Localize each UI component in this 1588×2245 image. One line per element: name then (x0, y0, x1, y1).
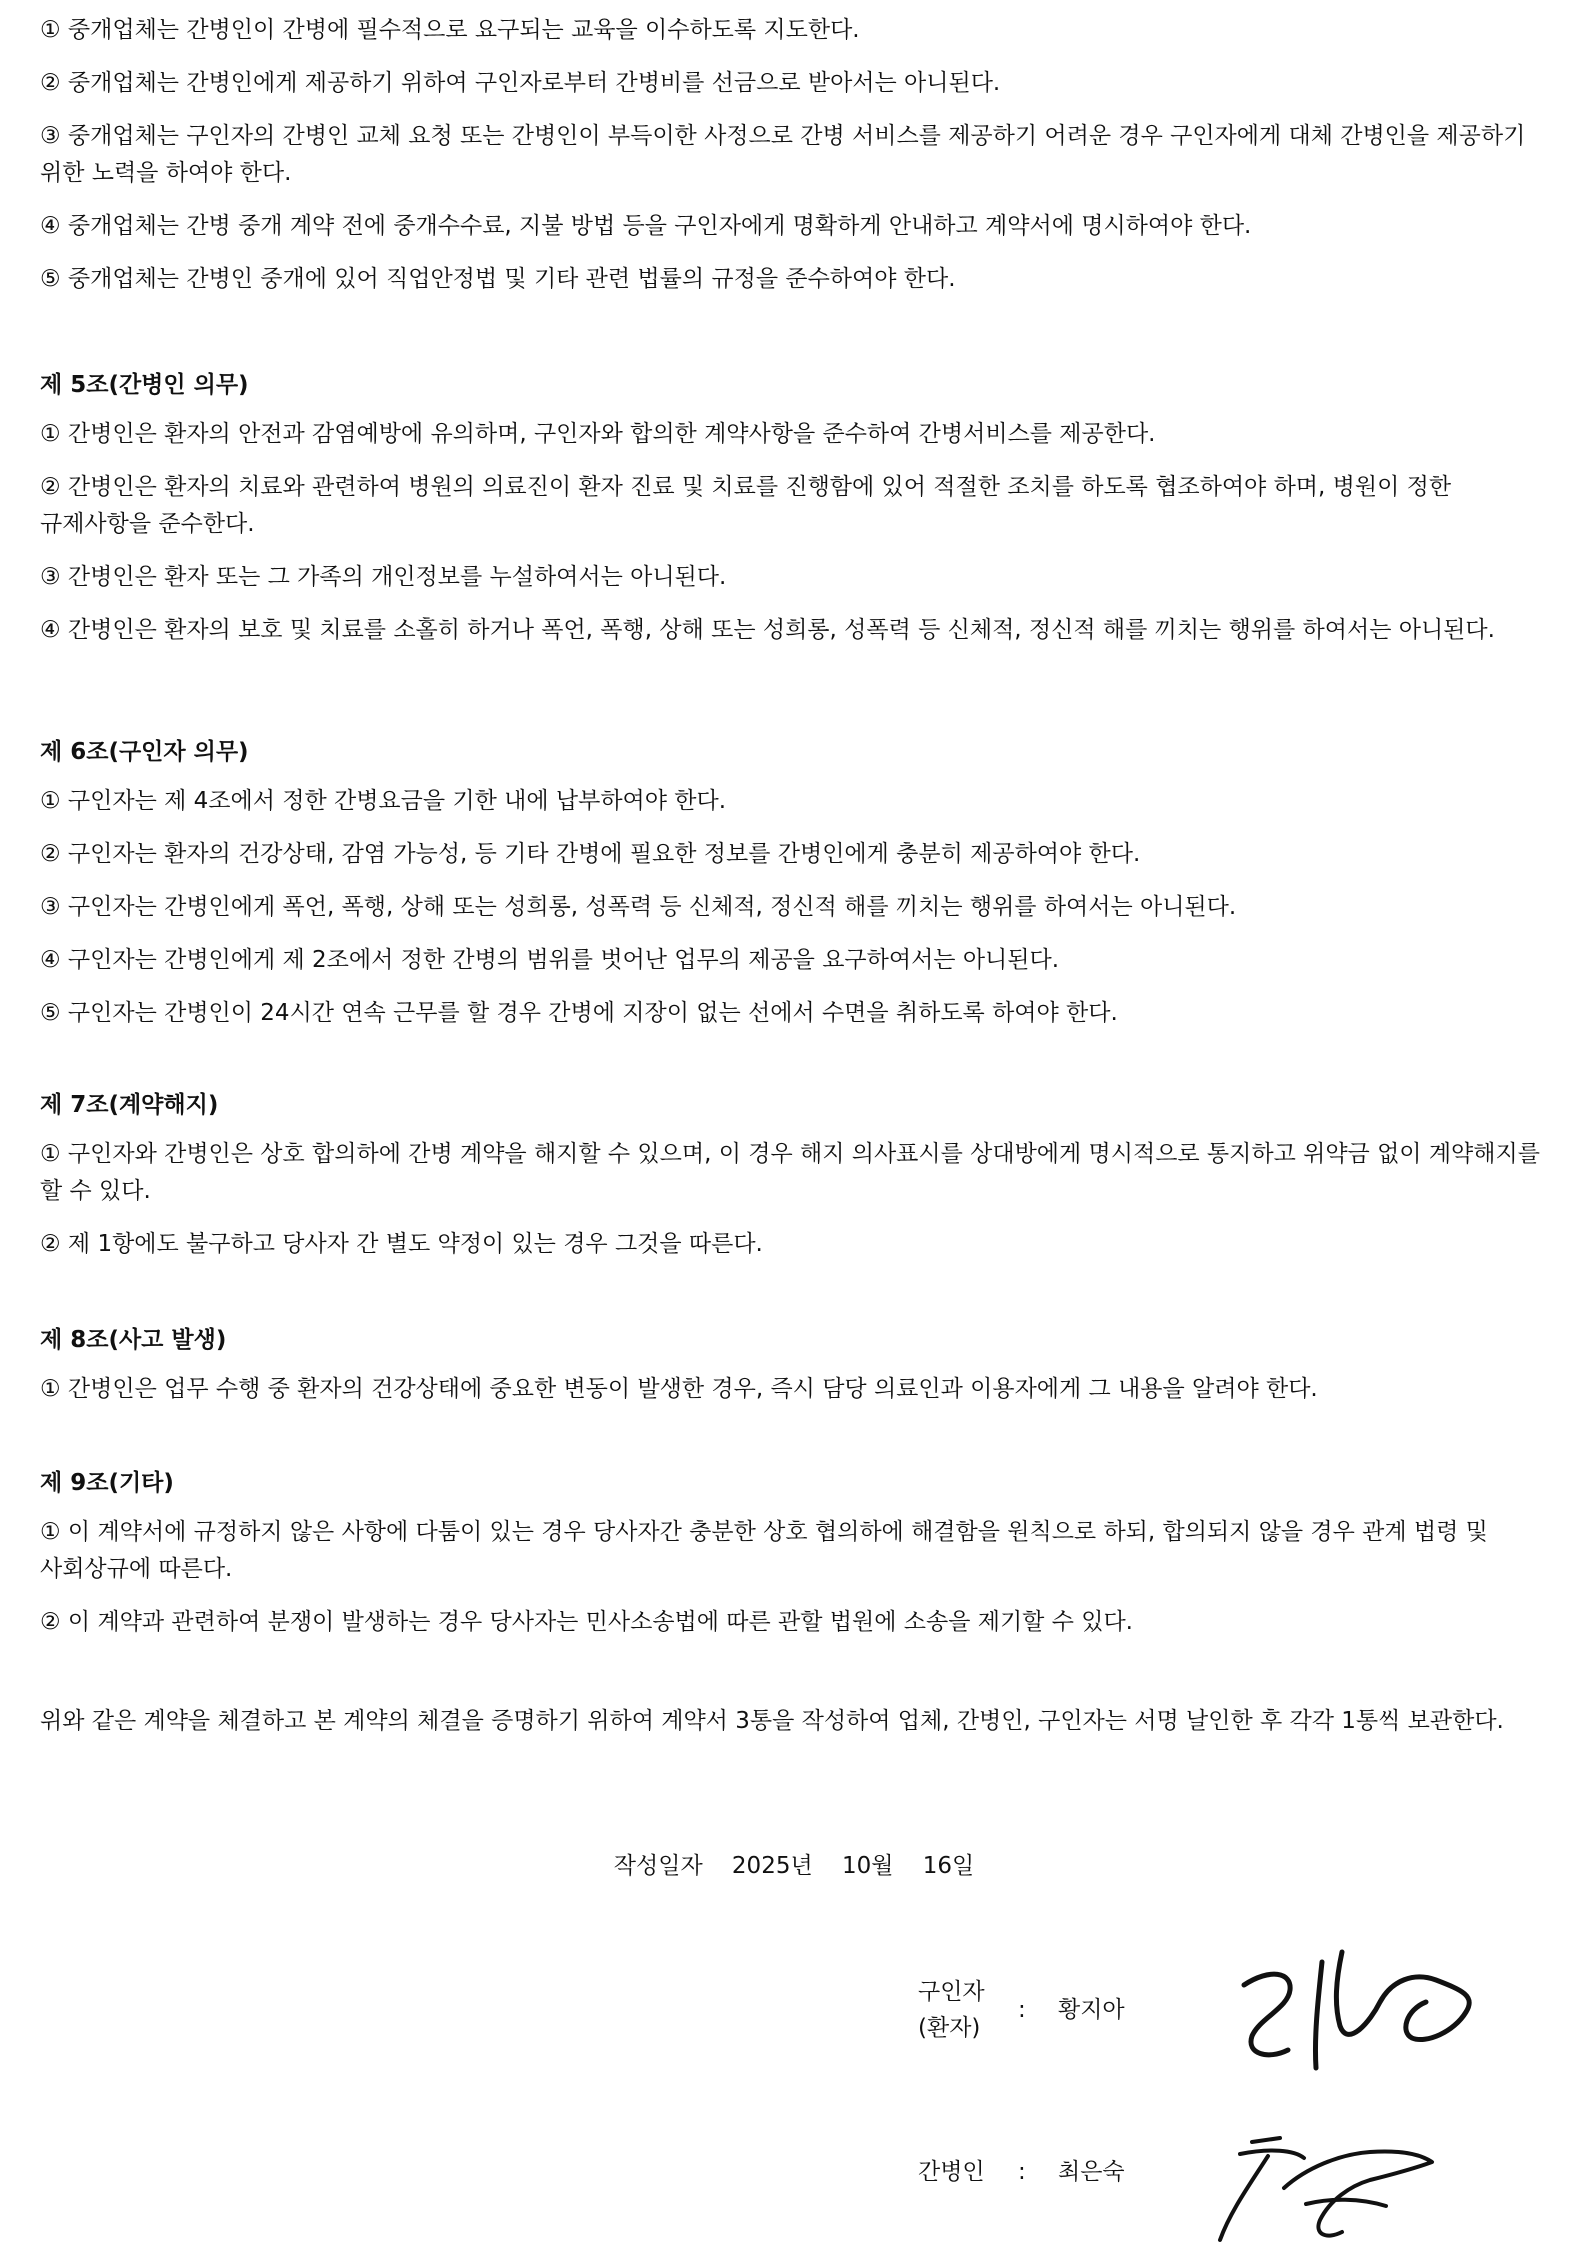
party-name: 황지아 (1058, 1997, 1125, 2023)
article-8 (40, 1323, 1550, 1424)
party-role: 구인자 (918, 1979, 985, 2005)
employer-signature (1230, 1940, 1490, 2090)
article-clause: ② 제 1항에도 불구하고 당사자 간 별도 약정이 있는 경우 그것을 따른다. (40, 1231, 763, 1257)
article-heading: 제 8조(사고 발생) (40, 1327, 227, 1353)
article-clause: ⑤ 중개업체는 간병인 중개에 있어 직업안정법 및 기타 관련 법률의 규정을 준수하여야 한다. (40, 266, 956, 292)
party-separator: : (1018, 2159, 1026, 2185)
caregiver-signature (1210, 2128, 1450, 2245)
article-clause: ⑤ 구인자는 간병인이 24시간 연속 근무를 할 경우 간병에 지장이 없는 선에서 수면을 취하도록 하여야 한다. (40, 1000, 1118, 1026)
article-clause: ① 간병인은 업무 수행 중 환자의 건강상태에 중요한 변동이 발생한 경우, 즉시 담당 의료인과 이용자에게 그 내용을 알려야 한다. (40, 1376, 1318, 1402)
party-role-sub: (환자) (918, 2015, 981, 2041)
article-heading: 제 7조(계약해지) (40, 1092, 219, 1118)
article-clause: ② 중개업체는 간병인에게 제공하기 위하여 구인자로부터 간병비를 선금으로 받아서는 아니된다. (40, 70, 1001, 96)
party-role: 간병인 (918, 2159, 985, 2185)
party-separator: : (1018, 1997, 1026, 2023)
article-clause: ② 간병인은 환자의 치료와 관련하여 병원의 의료진이 환자 진료 및 치료를 진행함에 있어 적절한 조치를 하도록 협조하여야 하며, 병원이 정한 규제사항을 준수한다. (40, 474, 1452, 537)
article-clause: ④ 간병인은 환자의 보호 및 치료를 소홀히 하거나 폭언, 폭행, 상해 또는 성희롱, 성폭력 등 신체적, 정신적 해를 끼치는 행위를 하여서는 아니된다. (40, 617, 1495, 643)
article-clause: ① 구인자는 제 4조에서 정한 간병요금을 기한 내에 납부하여야 한다. (40, 788, 727, 814)
date-year: 2025년 (731, 1853, 813, 1879)
article-clause: ② 이 계약과 관련하여 분쟁이 발생하는 경우 당사자는 민사소송법에 따른 관할 법원에 소송을 제기할 수 있다. (40, 1609, 1133, 1635)
article-6 (40, 735, 1550, 1048)
article-heading: 제 6조(구인자 의무) (40, 739, 249, 765)
article-clause: ① 이 계약서에 규정하지 않은 사항에 다툼이 있는 경우 당사자간 충분한 상호 협의하에 해결함을 원칙으로 하되, 합의되지 않을 경우 관계 법령 및 사회상규에 따른다. (40, 1519, 1488, 1582)
article-clause: ① 구인자와 간병인은 상호 합의하에 간병 계약을 해지할 수 있으며, 이 경우 해지 의사표시를 상대방에게 명시적으로 통지하고 위약금 없이 계약해지를 할 수 있다. (40, 1141, 1540, 1204)
date-label: 작성일자 (613, 1853, 703, 1879)
date-month: 10월 (841, 1853, 894, 1879)
closing-statement: 위와 같은 계약을 체결하고 본 계약의 체결을 증명하기 위하여 계약서 3통을 작성하여 업체, 간병인, 구인자는 서명 날인한 후 각각 1통씩 보관한다. (40, 1708, 1504, 1734)
article-clause: ① 간병인은 환자의 안전과 감염예방에 유의하며, 구인자와 합의한 계약사항을 준수하여 간병서비스를 제공한다. (40, 421, 1156, 447)
article-7 (40, 1088, 1550, 1279)
party-name: 최은숙 (1058, 2159, 1125, 2185)
article-heading: 제 9조(기타) (40, 1470, 174, 1496)
article-clause: ① 중개업체는 간병인이 간병에 필수적으로 요구되는 교육을 이수하도록 지도한다. (40, 17, 860, 43)
date-line (0, 1849, 1588, 1883)
article-clause: ④ 구인자는 간병인에게 제 2조에서 정한 간병의 범위를 벗어난 업무의 제공을 요구하여서는 아니된다. (40, 947, 1060, 973)
article-9 (40, 1466, 1550, 1657)
article-clause: ④ 중개업체는 간병 중개 계약 전에 중개수수료, 지불 방법 등을 구인자에게 명확하게 안내하고 계약서에 명시하여야 한다. (40, 213, 1252, 239)
article-4 (40, 0, 1550, 314)
article-clause: ② 구인자는 환자의 건강상태, 감염 가능성, 등 기타 간병에 필요한 정보를 간병인에게 충분히 제공하여야 한다. (40, 841, 1141, 867)
date-day: 16일 (922, 1853, 975, 1879)
article-clause: ③ 중개업체는 구인자의 간병인 교체 요청 또는 간병인이 부득이한 사정으로 간병 서비스를 제공하기 어려운 경우 구인자에게 대체 간병인을 제공하기 위한 노력을 하여야 한다. (40, 123, 1526, 186)
article-clause: ③ 구인자는 간병인에게 폭언, 폭행, 상해 또는 성희롱, 성폭력 등 신체적, 정신적 해를 끼치는 행위를 하여서는 아니된다. (40, 894, 1237, 920)
article-5 (40, 368, 1550, 665)
article-clause: ③ 간병인은 환자 또는 그 가족의 개인정보를 누설하여서는 아니된다. (40, 564, 727, 590)
article-heading: 제 5조(간병인 의무) (40, 372, 249, 398)
